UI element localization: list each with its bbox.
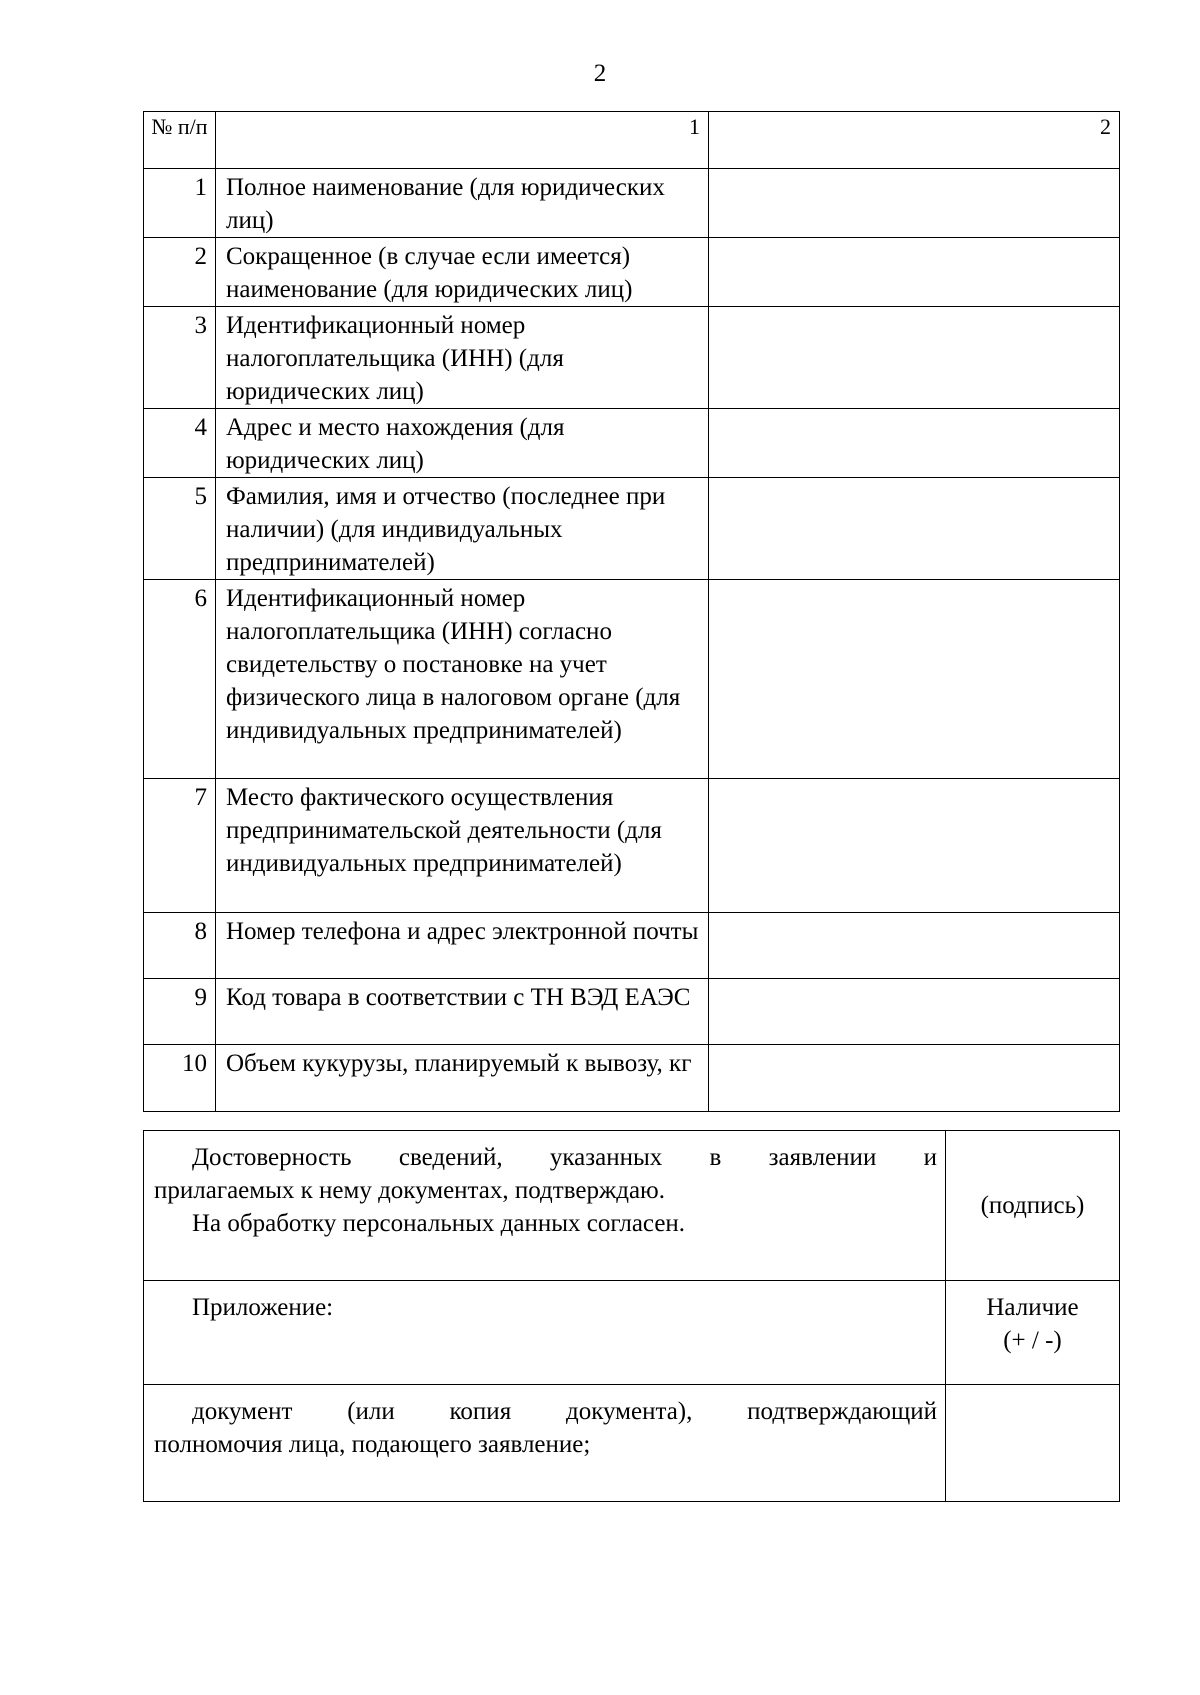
row-value[interactable] [709, 580, 1120, 779]
attachment-cell [144, 1281, 946, 1385]
declaration-text [144, 1131, 946, 1281]
row-label: Место фактического осуществления предпринимательской деятельности (для индивидуальных предпринимателей) [216, 779, 709, 913]
attachment-document-cell [144, 1385, 946, 1502]
presence-header [946, 1281, 1120, 1385]
document-line2: полномочия лица, подающего заявление; [154, 1431, 591, 1458]
row-label: Полное наименование (для юридических лиц) [216, 169, 709, 238]
document-line1: документ (или копия документа), подтверждающий [192, 1398, 937, 1425]
presence-mark-field[interactable] [946, 1385, 1120, 1502]
row-number: 8 [144, 913, 216, 979]
applicant-info-table [143, 111, 1120, 1112]
table-row [144, 478, 1120, 580]
row-label: Сокращенное (в случае если имеется) наименование (для юридических лиц) [216, 238, 709, 307]
table-row [144, 580, 1120, 779]
row-number: 10 [144, 1045, 216, 1112]
header-num: № п/п [144, 112, 216, 169]
row-value[interactable] [709, 979, 1120, 1045]
row-value[interactable] [709, 913, 1120, 979]
table-row [144, 307, 1120, 409]
row-value[interactable] [709, 1045, 1120, 1112]
row-value[interactable] [709, 478, 1120, 580]
page-number: 2 [593, 60, 607, 87]
row-number: 6 [144, 580, 216, 779]
row-number: 2 [144, 238, 216, 307]
row-label: Идентификационный номер налогоплательщика (ИНН) (для юридических лиц) [216, 307, 709, 409]
row-number: 5 [144, 478, 216, 580]
row-number: 4 [144, 409, 216, 478]
signature-label: (подпись) [980, 1192, 1085, 1219]
table-row [144, 979, 1120, 1045]
presence-label: Наличие [986, 1294, 1079, 1321]
row-value[interactable] [709, 409, 1120, 478]
row-label: Адрес и место нахождения (для юридических лиц) [216, 409, 709, 478]
row-label: Идентификационный номер налогоплательщика (ИНН) согласно свидетельству о постановке на учет физического лица в налоговом органе (для индивидуальных предпринимателей) [216, 580, 709, 779]
attachment-label: Приложение: [192, 1294, 334, 1321]
attachment-row [144, 1385, 1120, 1502]
row-number: 3 [144, 307, 216, 409]
table-row [144, 913, 1120, 979]
row-label: Номер телефона и адрес электронной почты [216, 913, 709, 979]
row-value[interactable] [709, 779, 1120, 913]
row-label: Код товара в соответствии с ТН ВЭД ЕАЭС [216, 979, 709, 1045]
row-value[interactable] [709, 307, 1120, 409]
declaration-statement-line1: Достоверность сведений, указанных в заявлении и [192, 1144, 937, 1171]
attachment-header-row [144, 1281, 1120, 1385]
table-row [144, 1045, 1120, 1112]
row-number: 9 [144, 979, 216, 1045]
table-row [144, 409, 1120, 478]
row-label: Объем кукурузы, планируемый к вывозу, кг [216, 1045, 709, 1112]
table-header-row [144, 112, 1120, 169]
signature-field[interactable] [946, 1131, 1120, 1281]
row-number: 1 [144, 169, 216, 238]
presence-hint: (+ / -) [1003, 1327, 1062, 1354]
declaration-row [144, 1131, 1120, 1281]
row-value[interactable] [709, 238, 1120, 307]
declaration-table [143, 1130, 1120, 1502]
header-col1: 1 [216, 112, 709, 169]
consent-text: На обработку персональных данных согласен. [192, 1210, 686, 1237]
table-row [144, 238, 1120, 307]
table-row [144, 779, 1120, 913]
row-value[interactable] [709, 169, 1120, 238]
table-row [144, 169, 1120, 238]
row-label: Фамилия, имя и отчество (последнее при наличии) (для индивидуальных предпринимателей) [216, 478, 709, 580]
row-number: 7 [144, 779, 216, 913]
header-col2: 2 [709, 112, 1120, 169]
declaration-statement-line2: прилагаемых к нему документах, подтверждаю. [154, 1177, 665, 1204]
